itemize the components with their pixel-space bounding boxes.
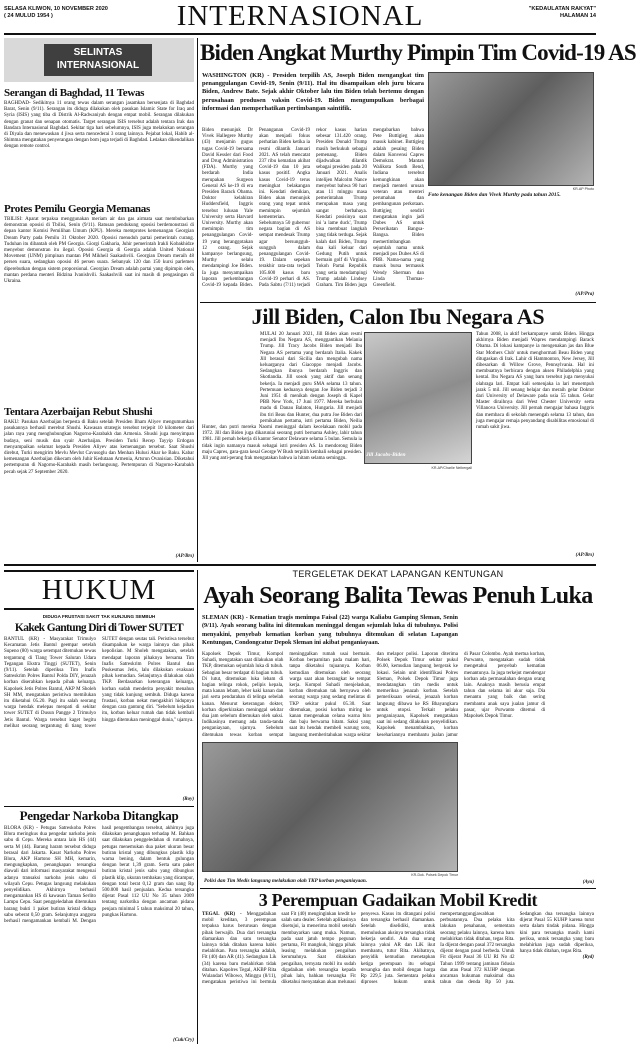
masthead-rule bbox=[4, 33, 596, 35]
hukum-title: HUKUM bbox=[41, 574, 157, 606]
gadai-body bbox=[202, 912, 594, 1044]
narkoba-body-text: BLORA (KR) - Petugas Satreskoba Polres Blora meringkus dua pengedar narkoba jenis sabu di Cepu. Mereka antara lain HS (44) serta M (44). Barang haram tersebut diduga berasal dari Jakarta. Kasat Narkoba Polres Blora, AKP Hartono SH MH, kemarin, mengungkapkan, penangkapan tersangka diawali dari informasi masyarakat mengenai adanya transaksi narkoba jenis sabu di wilayah Cepu. Petugas langsung melakukan penyelidikan. Akhirnya berhasil mengamankan HS di kawasan Taman Serlito Lampu Cepu. Saat penggeledahan ditemukan barang bukti 1 paket butiran kristal diduga sabu seberat 0,50 gram. Selanjutnya anggota berhasil mengamankan kembali M. Dengan hasil pengembangan tersebut, akhirnya juga dilakukan penangkapan terhadap M. Bahkan saat dilakukan penggeledahan di rumahnya, petugas menemukan dua paket ukuran besar butiran kristal yang dibungkus plastik klip warna bening, dalam bentuk gulungan dengan berat 1,39 gram. Serta satu paket butiran kristal jenis sabu yang dibungkus plastik klip, ukuran tembakau yang dicampur, dengan total berat 0,12 gram dan uang Rp 500.000 hasil penjualan. Kedua tersangka dijerat Pasal 112 UU No 35 tahun 2009 tentang narkotika dengan ancaman pidana penjara minimal 5 tahun maksimal 20 tahun, pungkas Hartono. bbox=[4, 826, 194, 925]
hukum-headline: Kakek Gantung Diri di Tower SUTET bbox=[14, 622, 184, 634]
biden-lead-text: Presiden terpilih AS, Joseph Biden mengangkat tim penanggulangan Covid-19, Senin (9/11). Hal itu disampaikan oleh juru bicara Biden, Andrew Bate. Sejak akhir Oktober lalu tim Biden telah bertemu dengan perusahaan produsen vaksin Covid-19. Biden mengumpulkan berbagai informasi dan memperhatikan pertimbangan saintifik. bbox=[202, 72, 425, 112]
biden-photo-credit: KR-AP Photo bbox=[572, 187, 594, 191]
biden-headline: Biden Angkat Murthy Pimpin Tim Covid-19 AS bbox=[200, 40, 636, 65]
balita-signature: (Ayu) bbox=[582, 879, 594, 885]
page-number: HALAMAN 14 bbox=[559, 13, 596, 19]
balita-body-side bbox=[462, 614, 594, 886]
gadai-body-text bbox=[202, 912, 594, 1044]
masthead-brand bbox=[450, 6, 596, 20]
biden-murthy-photo bbox=[428, 72, 594, 186]
balita-headline: Ayah Seorang Balita Tewas Penuh Luka bbox=[203, 583, 593, 609]
brand-name: "KEDAULATAN RAKYAT" bbox=[528, 6, 596, 12]
hukum-divider bbox=[197, 570, 198, 1044]
jill-body-1 bbox=[202, 332, 362, 560]
hukum-body-text: BANTUL (KR) - Masyarakat Trimulyo Kecamatan Jetis Bantul geempar setelah Supeno (80) warga setempat ditemukan tewas tergantung di Tiang Tower Saluran Udara Tegangan Ekstra Tinggi (SUTET), Senin (9/11). Setelah diperiksa Tim Inafis Satreskrim Polres Bantul Polda DIY, jenazah korban diserahkan kepada pihak keluarga. Kapolsek Jetis Polres Bantul, AKP M Sholeh SH MM, mengatakan peristiwa memilukan itu diketahui 05.20. Pagi itu salah seorang warga hendak melepas menpati di sekitar tower SUTET di Dusun Pangge 2 Trimulyo Jetis Bantul. Warga tersebut kaget begitu melihat seorang tergantung di tiang tower SUTET dengan seutas tali. Peristiwa tersebut disampaikan ke warga lainnya dan pihak kepolisian. M Sholeh mengatakan, setelah mendapat laporan pihaknya bersama Tim Inafis Satreskrim Polres Bantul dan Puskesmas Jetis, lalu dilakukan evakuasi pihak kemudian. Selanjutnya dilakukan olah TKP. Berdasarkan keterangan keluarga, korban sudah menderita penyakit menahun yang tidak kunjung sembuh. Diduga karena frustasi, korban nekat mengakhiri hidupnya dengan cara gantung diri. "Sebelum kejadian itu, korban keluar rumah dan tidak kembali hingga ditemukan meninggal dunia," ujarnya. bbox=[4, 637, 194, 729]
narkoba-body bbox=[4, 826, 194, 1044]
balita-lead-text: Kematian tragis menimpa Faisal (22) warga Kaliabu Gamping Sleman, Senin (9/11). Ayah seorang balita ini ditemukan meninggal dengan sejumlah luka di tubuhnya. Polisi menyakini, penyebab kematian korban yang tubuhnya ditemukan di selatan Lapangan Kentungan, Condongcatur Depok Sleman ini akibat penganiayaan. bbox=[202, 614, 458, 647]
jill-signature: (AP/Brs) bbox=[575, 553, 594, 558]
biden-bottom-rule bbox=[200, 302, 596, 303]
issue-hijri-date: ( 24 MULUD 1954 ) bbox=[4, 13, 53, 19]
gadai-text: Menggadaikan mobil kreditan, 3 perempuan terpaksa harus berurusan dengan pihak berwajib. Dua dari tersangka diamankan dan satu tersangka lainnya tidak ditahan karena habis melahirkan. Para tersangka adalah, Fit (40) dan AR (41). Sedangkan Lik (34) karena baru melahirkan tidak ditahan. Kapolres Tegal, AKBP Rita Wulandari Wibowo, Minggu (8/11), mengatakan peristiwa ini bermula saat Fit (40) menginginkan kredit ke salah satu dealer. Setelah aplikasinya disetujui, ia menerima mobil setelah membayarkan uang muka. Namun, pada saat jatuh tempo pegunan pertama, Fit mangkuk, hingga pihak leasing melakukan pengaihan kerumahnya. Saat dilakukan pengaihan, ternyata mobil itu sudah digadaikan oleh tersangka kepada pihak lain, bahkan tersangka Fit diketahui menyatakan akan melunasi penyewa. Kasus itu ditangani polisi dan tersangka berhasil diamankan. Setelah diselidiki, untuk memuluskan aksinya tersangka tidak bekerja sendiri. Ada dua orang lainnya yakni AR dan LiK ikut membantu, tutur Rita. Akibatnya, penyidik kemudian menetapkan ketiga perempuan itu sebagai tersangka dan mobil dengan harga Rp 229,5 juta. Sementara pelaku diproses hukum untuk mempertanggungjawabkan perbuatannya. Dua pelaku kita lakukan penahanan, sementara seorang pelaku lainnya, karena baru melahirkan tidak ditahan, tegas Rita. Ia dijerat dengan pasal 372 tersangka dijerat dengan pasal berbeda. Untuk Fit dijerat Pasal 36 UU RI No 42 Tahun 1999 tentang jaminan fidusia dan atau Pasal 372 KUHP dengan ancaman hukuman maksimal dua tahun dan denda Rp 50 juta. Sedangkan dua tersangka lainnya dijerat Pasal 55 KUHP karena turut serta dalam tindak pidana. Hingga kini para tersangka masih kami periksa, untuk tersangka yang baru melahirkan juga sudah diperiksa, hanya tidak ditahan, tegas Rita. bbox=[202, 912, 594, 986]
hukum-kicker: DIDUGA FRUSTASI SAKIT TAK KUNJUNG SEMBUH bbox=[42, 614, 156, 619]
selintas-title: SELINTAS INTERNASIONAL bbox=[56, 47, 140, 71]
selintas-divider bbox=[197, 38, 198, 562]
section-title: INTERNASIONAL bbox=[176, 0, 424, 32]
selintas-headline-2: Protes Pemilu Georgia Memanas bbox=[4, 203, 150, 215]
selintas-banner bbox=[4, 38, 194, 82]
hukum-section-box bbox=[4, 570, 194, 610]
masthead-date bbox=[4, 6, 154, 20]
hukum-inner-rule bbox=[4, 806, 194, 807]
selintas-headline-1: Serangan di Baghdad, 11 Tewas bbox=[4, 87, 145, 99]
gadai-headline: 3 Perempuan Gadaikan Mobil Kredit bbox=[258, 890, 538, 910]
narkoba-signature: (Cuk/Cry) bbox=[173, 1037, 194, 1043]
hukum-signature: (Roy) bbox=[182, 796, 194, 802]
issue-date: SELASA KLIWON, 10 NOVEMBER 2020 bbox=[4, 6, 108, 12]
balita-body-upper bbox=[202, 652, 546, 740]
jill-photo-credit: KR-AP/Charlie Neibergall bbox=[431, 466, 472, 470]
selintas-headline-3: Tentara Azerbaijan Rebut Shushi bbox=[4, 406, 153, 418]
jill-headline: Jill Biden, Calon Ibu Negara AS bbox=[251, 304, 545, 329]
selintas-body-1: BAGHDAD- Sedikitnya 11 orang tewas dalam serangan jasamkan bersenjata di Baghdad Barat, Senin (9/11). Serangan itu diduga dilakukan oleh pasukan Islamic State for Iraq and Syria (ISIS) yang tiba di Distrik Al-Radwaniyah dengan empat mobil. Serangan dilakukan dengan granat dan senapan otomatis. Target serangan ISIS tersebut adalah tentara Irak dan Bandara Internasional Baghdad. Sekitar tiga hari sebelumnya, ISIS juga melakukan serangan di Diyala dan menewaskan 4 jiwa serta mencederai 3 orang lainnya. Pejabat lokal, Habib al-Shimma mengatakan penyerangan dengan bom juga terjadi di Baghdad. Ledakan dikendalikan dengan remote control. bbox=[4, 101, 194, 150]
gadai-dateline: TEGAL (KR) - bbox=[202, 912, 242, 917]
balita-side-space bbox=[462, 614, 594, 876]
selintas-box bbox=[4, 38, 194, 562]
jill-body-2 bbox=[476, 332, 594, 554]
biden-dateline: WASHINGTON (KR) - bbox=[202, 72, 270, 79]
balita-photo-caption: Polisi dan Tim Medis langsung melakukan olah TKP korban penganiayaan. bbox=[204, 878, 368, 884]
biden-body-side bbox=[428, 210, 594, 298]
biden-body-text: Biden menunjuk Dr Vivek Hallegere Murthy (43) menjamin gugus tugas Covid-19 bersama David Kessler dari Food and Drug Administration (FDA). Murthy yang berdarah India merupakan Surgeon General AS ke-19 di era Presiden Barack Obama. Doktor kelahiran Huddersfield, Inggris tersebut lulusan Yale University serta Harvard University. Murthy akan memimpin tim penanggulangan Covid-19 yang beranggotakan 12 orang. Sejak kampanye berlangsung, Murthy selalu mendampingi Joe Biden. Ia juga menyampaikan laporan perkembangan Covid-19 kepada Biden. Penanganan Covid-19 akan menjadi fokus perhatian Biden ketika ia resmi dilantik Januari 2021. AS telah mencatat 237 ribu kematian akibat Covid-19 dan 10 juta kasus positif. Angka kasus Covid-19 terus meningkat belakangan ini. Kendati demikian, Biden akan menunjuk orang yang tepat untuk memimpin sejumlah kementerian. Sebelumnya 50 gubernur negara bagian di AS sempat mendesak Trump agar bersungguh-sungguh dalam penanggulangan Covid-19. Dalam sepekan terakhir rata-rata terjadi 105.600 kasus baru Covid-19 perhari di AS. Pada Sabtu (7/11) terjadi rekor kasus harian sebesar 131.420 orang. Presiden Donald Trump masih berkukuh sebagai pemenang. Biden dijadwalkan dilantik sebagai presiden pada 20 Januari 2021. Analis intelijen Malcolm Nance menyebut bahwa 90 hari atau 11 minggu masa pemerintahan Trump merupakan masa yang sangat berbahaya. Kendati posisinya saat ini 'a lame duck', Trump bisa membuat langkah yang tidak terduga. Sejak kalah dari Biden, Trump dua kali keluar dari Gedung Putih untuk bermain golf di Virginia. Tokoh Partai Republik yang setia mendampingi Trump adalah Lindsey Graham. Tim Biden juga mengabarkan bahwa Pete Buttigieg akan masuk kabinet. Buttigieg adalah pesaing Biden dalam Konvensi Capres Demokrat. Mantan Walikota South Bend, Indiana tersebut kemungkinan akan menjadi menteri urusan veteran atau menteri perumahan dan pembangunan perkotaan. Buttigieg sendiri mengatakan ingin jadi Dubes AS untuk Perserikatan Bangsa-Bangsa. Biden memertimbangkan sejumlah nama untuk menjadi pos Dubes AS di PBB. Nama-nama yang masuk bursa termasuk Wendy Sherman dan Linda Thomas-Greenfield. bbox=[202, 128, 424, 289]
biden-body-main bbox=[202, 128, 424, 300]
jill-biden-photo bbox=[364, 332, 472, 464]
page-middle-rule bbox=[4, 564, 596, 566]
biden-lead bbox=[202, 72, 424, 124]
gadai-signature: (Ryd) bbox=[582, 955, 594, 961]
balita-dateline: SLEMAN (KR) - bbox=[202, 614, 248, 621]
hukum-body bbox=[4, 637, 194, 803]
jill-body-text-1: MULAI 20 Januari 2021, Jill Biden akan resmi menjadi Ibu Negara AS, menggantikan Melania Trump. Jill Tracy Jacobs Biden menjadi Ibu Negara AS pertama yang berdarah Italia. Kakek Jill berasal dari Sicilia dan mengubah nama keluarganya dari Giacoppo menjadi Jacobs. Sedangkan ibunya berdarah Inggris dan Skotlandia. Jill sosok yang aktif dan senang bekerja. Ia menjadi guru SMA selama 13 tahun. Pertemuan keduanya dengan Joe Biden terjadi 3 Juni 1951 di menikah dengan Joseph di Kapel PBB New York, 17 Juni 1977. Mereka berbulan madu di Danau Balaton, Hungaria. Jill menjadi ibu tiri Beau dan Hunter, dua putra Joe Biden dari pernikahan pertama, istri pertama Biden, Neilia Hunter, dan putri mereka Naomi meninggal dalam kecelakaan mobil pada 1972. Jill dan Biden juga dikaruniai seorang putri bernama Ashley, lahir tahun 1981. Jill pernah bekerja di kantor Senator Delaware selama 5 bulan. Semula ia tidak ingin namanya masuk sebagai istri presiden AS. Ia mendorong Biden maju Capres, gara-gara kesal George W Bush terpilih kembali sebagai presiden. Jill yang anti-perang frak mengatakan bahwa ia hitam selama seminggu. bbox=[202, 332, 362, 462]
balita-lead bbox=[202, 614, 458, 650]
balita-photo-credit: KR-Dok. Polsek Depok Timur bbox=[411, 873, 458, 877]
jill-body-text-2: Tahun 2008, ia aktif berkampanye untuk Biden. Hingga akhirnya Biden menjadi Wapres mendampingi Barack Obama. Di lokasi kampanye ia mengenakan jas dan Blue Star Mothers Club' untuk menghormati Beau Biden yang ditugaskan di Irak. Lahir di Hammonton, New Jersey, Jill dibesarkan di Willow Grove, Pennsylvania. Hal ini membuatnya berbicara dengan aksen Philadelphia yang kental. Ibu Negara AS yang baru tersebut juga menyukai olahraga lari. Empat kali semenjaka ia lari menempuh jarak 5 mil. Jill senang belajar dan meraih gelar Doktor dari University of Delaware pada usia 55 tahun. Gelar Master diraihnya dari West Chester University serta Villanova University. Jill pernah mengajar bahasa Inggris dan membaca di sekolah menengah selama 13 tahun, dan juga mengajar remaja penyandang disabilitas emosional di rumah sakit jiwa. bbox=[476, 332, 594, 431]
selintas-body-3: BAKU: Pasukan Azerbaijan berpesta di Baku setelah Presiden Ilham Aliyev mengumumkan pasukannya berhasil merebut Shushi. Kawasan strategis tersebut terjepit 10 kilometer dari jalan raya yang menghubungkan Nagorno-Karabakh dan Armenia. Shushi juga menyimpan budaya, seni musik dan syair Azerbaijan. Presiden Turki Recep Tayyip Erdogan menyampaikan selamat kepada Presiden Aliyev atas kemenangan tersebut. Saat Shushi direbut, Turki mengirim Mevlu Mevlut Cavusoglu dan Menhan Hulusi Akar ke Baku. Kabar kemenangan Azerbaijan dikecam oleh Juhir Kedutaan Armenia, Artsrun Ovanisian. Diketahui pertempuran di Nagorno-Karabakh masih berlangsung. Pertempuran di Nagorno-Karabakh pecah sejak 27 September 2020. bbox=[4, 420, 194, 475]
narkoba-headline: Pengedar Narkoba Ditangkap bbox=[19, 808, 179, 823]
selintas-signature: (AP/Brs) bbox=[175, 554, 194, 559]
biden-signature: (AP/Pra) bbox=[575, 291, 594, 297]
balita-crime-scene-photo bbox=[202, 742, 458, 872]
jill-photo-caption: Jill Jacobs-Biden bbox=[366, 452, 406, 458]
selintas-body-2: TBILISI: Aparat terpaksa menggunakan meriam air dan gas airmata saat membubarkan demonstran oposisi di Tbilisi, Senin (9/11). Ratusan pendukung oposisi berdemonstrasi di depan kantor Komisi Pemilihan Umum (KPU). Mereka memprotes kemenangan Georgian Dream Party pada Pemilu 31 Oktober 2020. Oposisi menuduh partai pemerintah curang. Tuduhan itu dibantah oleh PM Georgia. Giorgi Gakharia, Juhir pemerintah Irakli Kobakhidze menyebut demonstran itu ilegal. Oposisi Georgia di Georgia adalah United National Movement (UNM) pimpinan mantan PM Mikheil Saakashvili. Georgian Dream meraih 48 persen suara, sedangkan oposisi 46 persen suara. Sebanyak 120 dan 150 kursi parlemen diperebutkan dengan sistem proporsional. Georgian Dream adalah partai yang dipimpin oleh, mantan perdana menteri Bidzina Ivanishvili. Saakashvili saat ini masih di pengasingan di Ukraina. bbox=[4, 217, 194, 285]
biden-photo-caption: Foto kenangan Biden dan Vivek Murthy pada tahun 2015. bbox=[428, 192, 561, 198]
balita-kicker: TERGELETAK DEKAT LAPANGAN KENTUNGAN bbox=[292, 569, 504, 579]
jill-photo-space bbox=[202, 332, 260, 424]
balita-body-text: Kapolsek Depok Timur, Kompol Suhadi, mengatakan saat dilakukan olah TKP, ditemukan sejumlah luka di tubuh. Sebagian besar terdapat di bagian tubuh. Di lutut, ditemukan luka lebam di bagian telinga rokok, pelipis kepala, mata kanan lebam, leher kaki kanan dan jari serta pendarahan di telinga sebelah kanan. Menurut keterangan dokter, korban diperkirakan meninggal sekitar dua jam sebelum ditemukan oleh saksi. Indikasinya memang ada tanda-tanda penganiayaan, ujarnya. Sebelum ditemukan tewas korban sempat meninggalkan rumah usai bermain. Korban berpamitan pada malam hari, tanpa diketahui tujuannya. Korban kemudian ditemukan oleh seorang warga saat akan berangkat ke tempat kerja. Kompol Suhadi menjelaskan, korban ditemukan tak bernyawa oleh seorang warga yang sedang melintas di TKP sekitar pukul 05.30. Saat ditemukan, posisi korban miring ke kanan mengenakan celana warna biru dan baju berwarna hitam. Saksi yang saat itu hendak membeli warung soto, langsung memberitahukan warga sekitar dan melapor polisi. Laporan diterima Polsek Depok Timur sekitar pukul 06.00, kemudian langsung bergerak ke lokasi. Selain unit identifikasi Polres Sleman, Polsek Depok Timur juga mendatangkan tim medis untuk memeriksa jenazah korban. Setelah pemeriksaan selesai, jenazah korban langsung dibawa ke RS Bhayangkara untuk otopsi. Terkait pelaku penganiayaan, Kapolsek mengatakan saat ini sedang dilakukan penyelidikan. Kapolsek menambahkan, korban kesehariannya membantu jualan jamur di Pasar Colombo. Ayah mertua korban, Purwanto, mengatakan sudah tidak mengetahui penyebab kematian menantunya. Ia juga terkejut mendengar korban ada permasalahan dengan orang lain. Anaknya masih berusia empat tahun dan selama ini akur saja. Dia menantu yang baik dan sering membantu anak saya jualan jamur di pasar, ujar Purwanto ditemui di Mapolsek Depok Timur. bbox=[202, 652, 546, 738]
